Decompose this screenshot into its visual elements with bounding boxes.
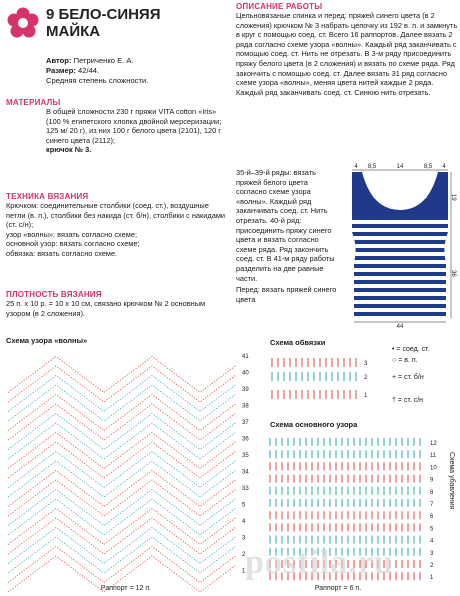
legend-text: = в. п. bbox=[398, 357, 418, 364]
hook-text: крючок № 3. bbox=[46, 145, 92, 155]
stripe bbox=[342, 228, 458, 232]
wave-row bbox=[8, 414, 236, 450]
row-number: 9 bbox=[430, 477, 434, 484]
dim-label: 36 bbox=[450, 270, 456, 277]
materials-section bbox=[6, 98, 230, 155]
wave-row bbox=[8, 442, 236, 478]
waves-chart-title bbox=[6, 336, 87, 345]
stripe bbox=[342, 292, 458, 296]
row-number: 7 bbox=[430, 502, 434, 508]
wave-row bbox=[8, 471, 236, 507]
row-number: 37 bbox=[242, 420, 249, 426]
row-number: 4 bbox=[430, 538, 434, 545]
stripe bbox=[342, 316, 458, 320]
row-number: 2 bbox=[364, 375, 368, 381]
row-number: 33 bbox=[242, 486, 249, 492]
stripe bbox=[342, 244, 458, 248]
title-line-2: МАЙКА bbox=[46, 23, 101, 40]
row-number: 38 bbox=[242, 403, 249, 410]
wave-row bbox=[8, 433, 236, 469]
wave-row bbox=[8, 366, 236, 402]
dim-label: 44 bbox=[396, 324, 404, 330]
waves-title: Схема узора «волны» bbox=[6, 336, 88, 345]
tank-top-schematic bbox=[342, 160, 458, 330]
wave-row bbox=[8, 452, 236, 488]
row-number: 36 bbox=[242, 436, 249, 443]
stripe bbox=[342, 308, 458, 312]
author-label: Автор: bbox=[46, 56, 72, 65]
wave-row bbox=[8, 404, 236, 440]
dim-label: 19 bbox=[450, 194, 456, 201]
title-line-1: 9 БЕЛО-СИНЯЯ bbox=[46, 6, 161, 23]
wave-row bbox=[8, 537, 236, 573]
difficulty-text: Средняя степень сложности. bbox=[46, 76, 149, 85]
gauge-text: 25 п. х 10 р. = 10 х 10 см, связано крючком № 2 основным узором (в 2 сложения). bbox=[6, 299, 206, 318]
stripe bbox=[342, 284, 458, 288]
meta-block bbox=[46, 56, 226, 86]
row-number: 35 bbox=[242, 453, 249, 459]
work-section-2 bbox=[236, 168, 340, 304]
work-paragraph-2: 35-й–39-й ряды: вязать пряжей белого цвета согласно схеме узора «волны». Каждый ряд заканчивать соед. ст. Нить отрезать. 40-й ряд: присоединить пряжу синего цвета и вязать согласно схеме ряда. Ряд закончить соед. ст. В 41-м ряду работы разделить на две равные части. bbox=[236, 168, 335, 283]
wave-row bbox=[8, 461, 236, 497]
stripe bbox=[342, 220, 458, 224]
row-number: 5 bbox=[242, 502, 246, 509]
flower-logo-icon bbox=[6, 6, 40, 40]
size-value: 42/44. bbox=[78, 66, 100, 75]
gauge-heading: ПЛОТНОСТЬ ВЯЗАНИЯ bbox=[6, 290, 102, 299]
legend-symbol: • bbox=[392, 346, 395, 353]
work-paragraph-1: Цельновязаные спинка и перед: пряжей синего цвета (в 2 сложения) крючком № 3 набрать цепочку из 192 в. п. и замкнуть в круг с помощью соед. ст. Всего 16 раппортов. Далее вязать 2 ряда согласно схеме узора «волны». Каждый ряд заканчивать с помощью соед. ст. Нить не отрезать. В 3-м ряду присоединить пряжу белого цвета (в 2 сложения) и вязать по схеме ряда. Ряд закончить с помощью соед. ст. Далее вязать 31 ряд согласно схеме узора «волны», меняя цвета нитей каждые 2 ряда. Каждый ряд заканчивать соед. ст. Синюю нить отрезать. bbox=[236, 11, 458, 97]
main-rapport: Раппорт = 6 п. bbox=[314, 585, 362, 592]
stripe bbox=[342, 276, 458, 280]
main-pattern-title: Схема основного узора bbox=[270, 420, 358, 429]
legend-text: = соед. ст. bbox=[396, 346, 430, 353]
materials-heading: МАТЕРИАЛЫ bbox=[6, 98, 61, 107]
edging-chart bbox=[268, 350, 374, 410]
technique-line: Крючком: соединительные столбики (соед. ст.), воздушные петли (в. п.), столбики без накида (ст. б/н), столбики с накидами (ст. с/н); bbox=[6, 201, 226, 230]
technique-line: обвязка: вязать согласно схеме. bbox=[6, 248, 118, 258]
row-number: 2 bbox=[242, 552, 246, 558]
stripe bbox=[342, 300, 458, 304]
wave-row bbox=[8, 423, 236, 459]
row-number: 8 bbox=[430, 489, 434, 496]
dim-label: 8,5 bbox=[367, 164, 377, 170]
row-number: 3 bbox=[364, 361, 368, 367]
waves-chart bbox=[6, 352, 256, 596]
dim-label: 8,5 bbox=[423, 164, 433, 170]
row-number: 41 bbox=[242, 354, 249, 360]
stripe bbox=[342, 268, 458, 272]
row-number: 40 bbox=[242, 370, 249, 377]
wave-row bbox=[8, 509, 236, 545]
stripe bbox=[342, 236, 458, 240]
legend-symbol: + bbox=[392, 374, 397, 381]
gauge-section bbox=[6, 290, 230, 318]
row-number: 12 bbox=[430, 441, 437, 447]
row-number: 10 bbox=[430, 465, 437, 472]
row-number: 3 bbox=[242, 535, 246, 542]
wave-row bbox=[8, 490, 236, 526]
technique-section bbox=[6, 192, 230, 259]
row-number: 3 bbox=[430, 550, 434, 557]
work-heading: ОПИСАНИЕ РАБОТЫ bbox=[236, 2, 323, 11]
page-title bbox=[46, 6, 161, 40]
work-section bbox=[236, 2, 458, 97]
legend-text: = ст. с/н bbox=[397, 397, 424, 404]
waves-rapport: Раппорт = 12 п. bbox=[100, 585, 152, 592]
schematic-label: Перед и спинка bbox=[373, 193, 427, 200]
legend bbox=[392, 346, 456, 404]
dim-label: 4 bbox=[442, 164, 446, 170]
stripe bbox=[342, 252, 458, 256]
row-number: 34 bbox=[242, 469, 249, 476]
legend-symbol: † bbox=[392, 397, 396, 404]
legend-symbol: ○ bbox=[392, 357, 397, 364]
stripe bbox=[342, 260, 458, 264]
watermark: postila.ru bbox=[245, 544, 394, 581]
wave-row bbox=[8, 518, 236, 554]
wave-row bbox=[8, 385, 236, 421]
row-number: 2 bbox=[430, 563, 434, 569]
wave-row bbox=[8, 395, 236, 431]
row-number: 11 bbox=[430, 453, 437, 460]
decrease-label: Схема убавления bbox=[448, 452, 455, 510]
wave-row bbox=[8, 528, 236, 564]
row-number: 6 bbox=[430, 514, 434, 521]
work-paragraph-3: Перед: вязать пряжей синего цвета bbox=[236, 285, 337, 304]
legend-text: = ст. б/н bbox=[398, 374, 424, 381]
wave-row bbox=[8, 499, 236, 535]
row-number: 39 bbox=[242, 387, 249, 393]
technique-line: основной узор: вязать согласно схеме; bbox=[6, 239, 140, 249]
row-number: 4 bbox=[242, 519, 246, 525]
wave-row bbox=[8, 480, 236, 516]
author-value: Петриченко Е. А. bbox=[73, 56, 134, 65]
technique-heading: ТЕХНИКА ВЯЗАНИЯ bbox=[6, 192, 89, 201]
row-number: 1 bbox=[364, 393, 368, 399]
dim-label: 4 bbox=[354, 164, 358, 170]
materials-text: В общей сложности 230 г пряжи VITA cotton «Iris» (100 % египетского хлопка двойной мерсеризации; 125 м/ 20 г), из них 100 г белого цвета (2101), 120 г синего цвета (2112); bbox=[46, 107, 222, 145]
wave-row bbox=[8, 357, 236, 393]
row-number: 5 bbox=[430, 526, 434, 533]
wave-row bbox=[8, 376, 236, 412]
row-number: 1 bbox=[242, 568, 246, 575]
row-number: 1 bbox=[430, 575, 434, 582]
technique-line: узор «волны»: вязать согласно схеме; bbox=[6, 229, 138, 239]
dim-label: 14 bbox=[396, 164, 404, 170]
wave-row bbox=[8, 547, 236, 583]
size-label: Размер: bbox=[46, 66, 76, 75]
edging-title: Схема обвязки bbox=[270, 338, 326, 347]
